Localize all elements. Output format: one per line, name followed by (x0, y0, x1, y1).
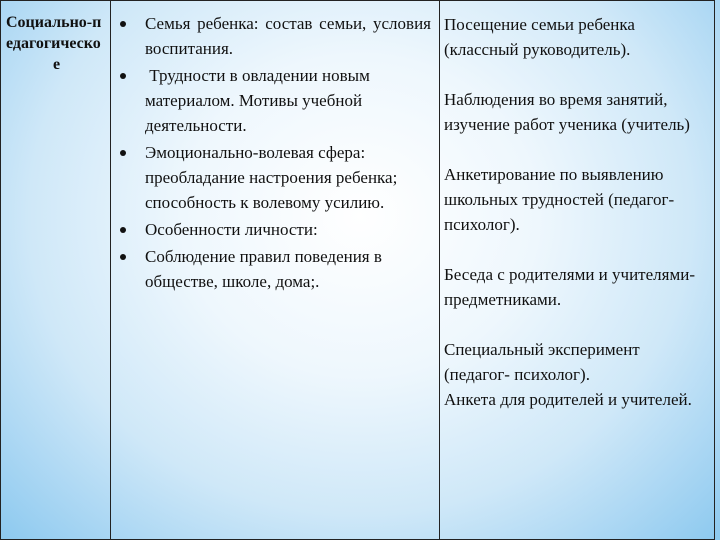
methods-cell (440, 1, 715, 540)
aspect-text: Трудности в овладении новым материалом. Мотивы учебной деятельности. (145, 66, 375, 135)
method-text: Посещение семьи ребенка (классный руководитель). (444, 15, 635, 59)
aspects-cell (111, 1, 440, 540)
list-item (111, 11, 435, 61)
method-text: Наблюдения во время занятий, изучение работ ученика (учитель) (444, 90, 690, 134)
aspect-text: Семья ребенка: состав семьи, условия воспитания. (145, 14, 431, 58)
list-item (111, 63, 435, 138)
bullet-icon (120, 254, 126, 260)
method-text: Специальный эксперимент (педагог- психолог). (444, 340, 640, 384)
aspect-text: Особенности личности: (145, 220, 318, 239)
method-text: Анкетирование по выявлению школьных трудностей (педагог-психолог). (444, 165, 675, 234)
category-cell (1, 1, 111, 540)
list-item (111, 217, 435, 242)
method-text: Анкета для родителей и учителей. (444, 390, 692, 409)
bullet-icon (120, 150, 126, 156)
list-item (111, 244, 435, 294)
category-label: Социально-педагогическое (6, 14, 102, 73)
method-text: Беседа с родителями и учителями-предметниками. (444, 265, 695, 309)
bullet-icon (120, 73, 126, 79)
aspect-text: Соблюдение правил поведения в обществе, школе, дома;. (145, 247, 382, 291)
list-item (111, 140, 435, 215)
bullet-icon (120, 21, 126, 27)
aspects-list (111, 1, 439, 294)
bullet-icon (120, 227, 126, 233)
aspect-text: Эмоционально-волевая сфера: преобладание настроения ребенка; способность к волевому усилию. (145, 143, 398, 212)
methods-list (440, 1, 714, 412)
table-row (1, 1, 715, 540)
